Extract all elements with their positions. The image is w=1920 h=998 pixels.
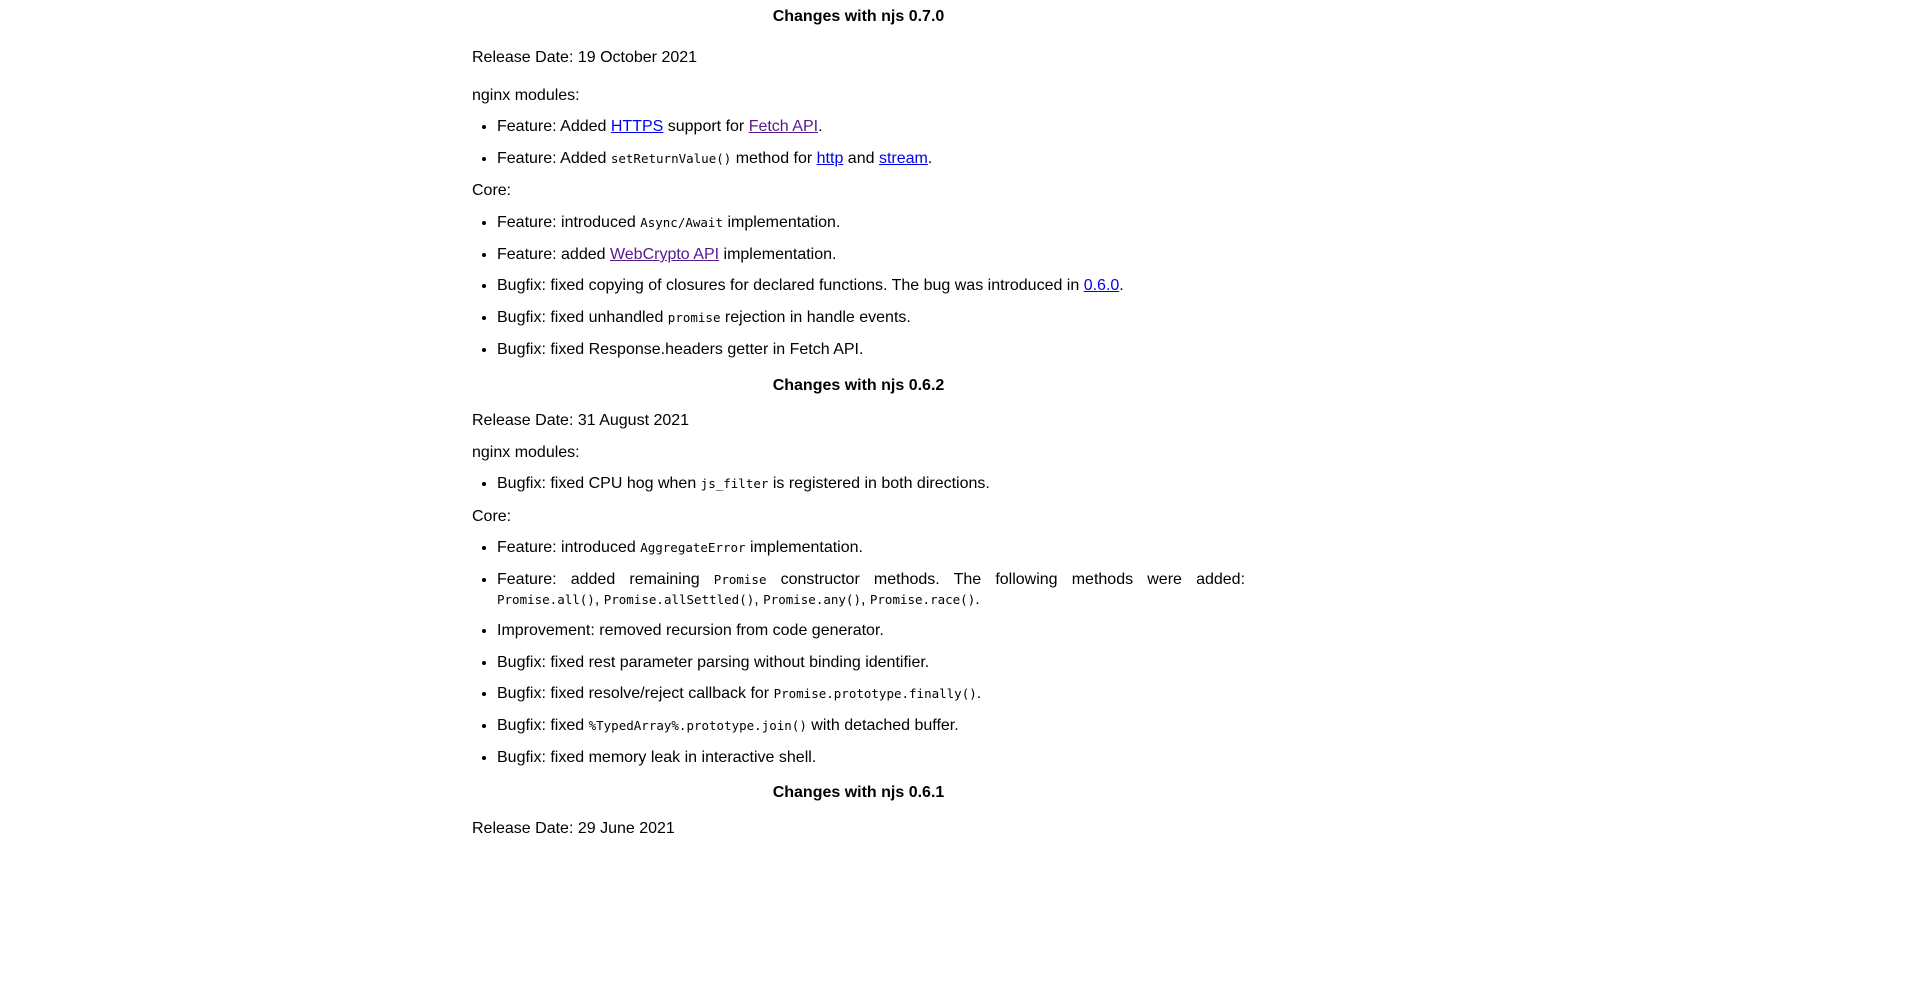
section-title-0-6-1: Changes with njs 0.6.1 bbox=[772, 784, 945, 801]
code-async-await: Async/Await bbox=[640, 215, 723, 230]
changelog-content bbox=[472, 0, 1245, 839]
list-item: • Feature: Added setReturnValue() method for http and stream. bbox=[497, 149, 1245, 169]
list-item: • Bugfix: fixed unhandled promise rejection in handle events. bbox=[497, 308, 1245, 328]
nginx-modules-list bbox=[472, 474, 1245, 494]
webcrypto-api-link[interactable]: WebCrypto API bbox=[609, 246, 720, 263]
section-title-0-6-2: Changes with njs 0.6.2 bbox=[772, 377, 945, 394]
release-date: Release Date: 19 October 2021 bbox=[472, 49, 698, 66]
list-item: • Feature: added remaining Promise constructor methods. The following methods were added: Promise.all(), Promise.allSettled(), Promise.any(), Promise.race(). bbox=[497, 570, 1245, 610]
list-item: • Improvement: removed recursion from code generator. bbox=[497, 621, 1245, 641]
list-item: • Feature: introduced AggregateError implementation. bbox=[497, 538, 1245, 558]
core-label: Core: bbox=[472, 508, 512, 525]
version-0-6-0-link[interactable]: 0.6.0 bbox=[1083, 277, 1120, 294]
list-item: • Feature: introduced Async/Await implementation. bbox=[497, 213, 1245, 233]
list-item: • Bugfix: fixed %TypedArray%.prototype.join() with detached buffer. bbox=[497, 716, 1245, 736]
nginx-modules-list bbox=[472, 117, 1245, 169]
list-item: • Bugfix: fixed rest parameter parsing without binding identifier. bbox=[497, 653, 1245, 673]
core-label: Core: bbox=[472, 182, 512, 199]
list-item: • Feature: Added HTTPS support for Fetch API. bbox=[497, 117, 1245, 137]
code-promise-all: Promise.all() bbox=[497, 592, 595, 607]
list-item: • Bugfix: fixed Response.headers getter in Fetch API. bbox=[497, 340, 1245, 360]
list-item: • Bugfix: fixed resolve/reject callback for Promise.prototype.finally(). bbox=[497, 684, 1245, 704]
code-promise-all-settled: Promise.allSettled() bbox=[603, 592, 755, 607]
list-item: • Bugfix: fixed CPU hog when js_filter is registered in both directions. bbox=[497, 474, 1245, 494]
https-link[interactable]: HTTPS bbox=[610, 118, 664, 135]
core-list bbox=[472, 538, 1245, 768]
stream-link[interactable]: stream bbox=[878, 150, 928, 167]
section-title-0-7-0: Changes with njs 0.7.0 bbox=[772, 8, 945, 25]
code-js-filter: js_filter bbox=[700, 476, 769, 491]
code-promise: promise bbox=[667, 310, 721, 325]
list-item: • Bugfix: fixed memory leak in interactive shell. bbox=[497, 748, 1245, 768]
release-date: Release Date: 31 August 2021 bbox=[472, 412, 690, 429]
fetch-api-link[interactable]: Fetch API bbox=[748, 118, 819, 135]
nginx-modules-label: nginx modules: bbox=[472, 444, 580, 461]
code-promise-race: Promise.race() bbox=[869, 592, 976, 607]
code-aggregate-error: AggregateError bbox=[640, 540, 746, 555]
release-date: Release Date: 29 June 2021 bbox=[472, 820, 675, 837]
code-promise-prototype-finally: Promise.prototype.finally() bbox=[773, 686, 977, 701]
code-promise: Promise bbox=[713, 572, 767, 587]
http-link[interactable]: http bbox=[816, 150, 844, 167]
code-promise-any: Promise.any() bbox=[763, 592, 861, 607]
code-typedarray-join: %TypedArray%.prototype.join() bbox=[588, 718, 807, 733]
nginx-modules-label: nginx modules: bbox=[472, 87, 580, 104]
core-list bbox=[472, 213, 1245, 360]
code-set-return-value: setReturnValue() bbox=[610, 151, 732, 166]
list-item: • Feature: added WebCrypto API implementation. bbox=[497, 245, 1245, 265]
list-item: • Bugfix: fixed copying of closures for declared functions. The bug was introduced in 0.6.0. bbox=[497, 276, 1245, 296]
